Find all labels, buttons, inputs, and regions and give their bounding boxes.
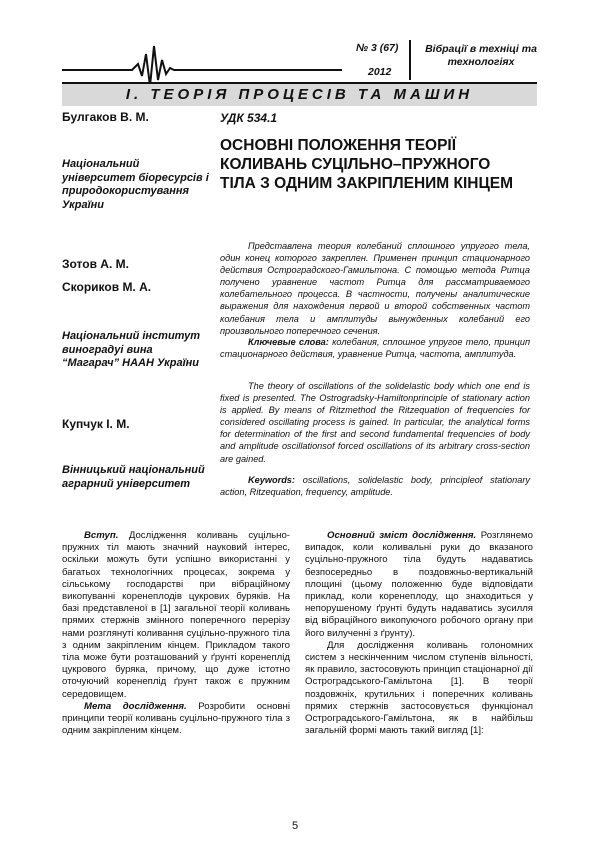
- keywords-ru-label: Ключевые слова:: [248, 337, 329, 347]
- paragraph: [305, 640, 533, 738]
- paper-title: ОСНОВНІ ПОЛОЖЕННЯ ТЕОРІЇ КОЛИВАНЬ СУЦІЛЬНО–ПРУЖНОГО ТІЛА З ОДНИМ ЗАКРІПЛЕНИМ КІНЦЕМ: [220, 137, 514, 192]
- body-column-left: [62, 530, 290, 737]
- author-name: Скориков М. А.: [62, 280, 152, 294]
- main-text: Розглянемо випадок, коли коливальні руки до вказаного суцільно-пружного тіла будуть надаватись безпосередньо в поздовжньо-вертикальній площині (цьому положенню буде відповідати приклад, коли коренеплоду, що знаходиться у непорушеному ґрунті будуть надаватись зусилля від вібраційного викопуючого робочого органу при його вилученні з ґрунту).: [305, 530, 533, 639]
- main-label: Основний зміст дослідження.: [327, 530, 477, 541]
- author-affiliation: Національний університет біоресурсів і природокористування України: [62, 158, 209, 211]
- intro-label: Вступ.: [84, 530, 119, 541]
- author-name: Купчук І. М.: [62, 417, 130, 431]
- issue-number: № 3 (67): [356, 42, 399, 54]
- author-affiliation: Вінницький національний аграрний університет: [62, 464, 205, 490]
- udc-code: УДК 534.1: [220, 111, 278, 125]
- journal-name: Вібрації в техніці та технологіях: [425, 43, 537, 68]
- header-divider: [409, 40, 411, 80]
- author-name: Булгаков В. М.: [62, 110, 149, 124]
- keywords-ru-text: колебания, сплошное упругое тело, принцип стационарного действия, уравнение Ритца, частота, амплитуда.: [220, 337, 530, 360]
- goal-text: Розробити основні принципи теорії коливань суцільно-пружного тіла з одним закріпленим кінцем.: [62, 700, 290, 737]
- p2-text: Для дослідження коливань голономних систем з нескінченним числом ступенів вільності, як правило, застосовують принцип стаціонарної дії Остроградського-Гамільтона [1]. В теорії поздовжніх, крутильних і поперечних коливань прямих стержнів застосовується функціонал Остроградського-Гамільтона, як в найбільш загальній формі мають такий вигляд [1]:: [305, 639, 533, 737]
- page-number: 5: [292, 820, 299, 832]
- abstract-en-text: The theory of oscillations of the solidelastic body which one end is fixed is presented. The Ostrogradsky-Hamiltonprinciple of stationary action is applied. By means of Ritzmethod the Ritzequation of frequencies for considered oscillating process is gained. In particular, the analytical forms for determination of the first and second fundamental frequencies of body and amplitude oscillationsof forced oscillations of its arbitrary cross-section are gained.: [220, 381, 530, 464]
- section-title: І. ТЕОРІЯ ПРОЦЕСІВ ТА МАШИН: [125, 86, 474, 103]
- issue-year: 2012: [368, 66, 392, 78]
- abstract-en: [220, 380, 530, 465]
- goal-label: Мета дослідження.: [84, 700, 187, 712]
- author-name: Зотов А. М.: [62, 257, 129, 271]
- paragraph: [62, 701, 290, 738]
- keywords-en: [220, 474, 530, 498]
- paragraph: [305, 530, 533, 640]
- keywords-en-label: Keywords:: [248, 475, 295, 485]
- intro-text: Дослідження коливань суцільно-пружних тіл мають значний науковий інтерес, оскільки можуть бути успішно використанні у багатьох технологічних процесах, зокрема у сільському господарстві при вібраційному викопуванні коренеплодів цукрових буряків. На базі представленої в [1] загальної теорії коливань прямих стержнів змінного поперечного перерізу нами розглянуті коливання суцільно-пружного тіла з одним закріпленим кінцем. Прикладом такого тіла може бути розташований у ґрунті коренеплід цукрового буряка, причому, що дуже істотно оточуючий коренеплід ґрунт також є пружним середовищем.: [62, 530, 290, 700]
- abstract-ru-text: Представлена теория колебаний сплошного упругого тела, один конец которого закреплен. Применен принцип стационарного действия Остроградского-Гамильтона. С помощью метода Ритца получено уравнение частот Ритца для рассматриваемого колебательного процесса. В частности, получены аналитические выражения для нахождения первой и второй собственных частот колебания тела и амплитуды вынужденных колебаний его произвольного поперечного сечения.: [220, 241, 530, 336]
- body-column-right: [305, 530, 533, 737]
- paragraph: [62, 530, 290, 701]
- keywords-ru: [220, 336, 530, 360]
- keywords-en-text: oscillations, solidelastic body, principleof stationary action, Ritzequation, frequency, amplitude.: [220, 475, 530, 498]
- abstract-ru: [220, 240, 530, 337]
- author-affiliation: Національний інститут виноградуі вина “Магарач” НААН України: [62, 330, 201, 369]
